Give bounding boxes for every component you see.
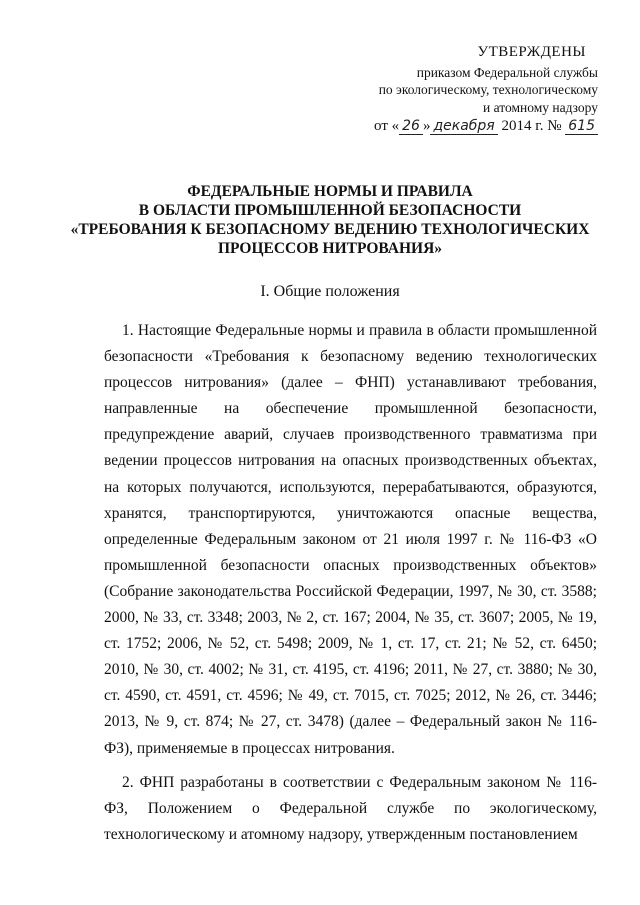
approval-line-2: по экологическому, технологическому: [378, 82, 598, 97]
date-prefix: от «: [374, 118, 400, 134]
handwritten-order-number: 615: [565, 118, 598, 135]
document-body: [104, 318, 597, 856]
title-line-1: ФЕДЕРАЛЬНЫЕ НОРМЫ И ПРАВИЛА: [187, 183, 473, 200]
title-line-2: В ОБЛАСТИ ПРОМЫШЛЕННОЙ БЕЗОПАСНОСТИ: [138, 202, 522, 219]
approval-block: [338, 44, 598, 136]
approval-heading: УТВЕРЖДЕНЫ: [477, 44, 586, 60]
document-title: [60, 182, 600, 258]
paragraph: 1. Настоящие Федеральные нормы и правила в области промышленной безопасности «Требования к безопасному ведению технологических процессов нитрования» (далее – ФНП) устанавливают требования, направленные на обеспечение промышленной безопасности, предупреждение аварий, случаев производственного травматизма при ведении процессов нитрования на опасных производственных объектах, на которых получаются, используются, перерабатываются, образуются, хранятся, транспортируются, уничтожаются опасные вещества, определенные Федеральным законом от 21 июля 1997 г. № 116-ФЗ «О промышленной безопасности опасных производственных объектов» (Собрание законодательства Российской Федерации, 1997, № 30, ст. 3588; 2000, № 33, ст. 3348; 2003, № 2, ст. 167; 2004, № 35, ст. 3607; 2005, № 19, ст. 1752; 2006, № 52, ст. 5498; 2009, № 1, ст. 17, ст. 21; № 52, ст. 6450; 2010, № 30, ст. 4002; № 31, ст. 4195, ст. 4196; 2011, № 27, ст. 3880; № 30, ст. 4590, ст. 4591, ст. 4596; № 49, ст. 7015, ст. 7025; 2012, № 26, ст. 3446; 2013, № 9, ст. 874; № 27, ст. 3478) (далее – Федеральный закон № 116-ФЗ), применяемые в процессах нитрования.: [104, 322, 597, 757]
date-year: 2014 г. №: [501, 118, 562, 134]
section-heading: I. Общие положения: [260, 283, 400, 300]
approval-line-3: и атомному надзору: [483, 99, 598, 115]
approval-line-1: приказом Федеральной службы: [416, 64, 598, 80]
title-line-3: «ТРЕБОВАНИЯ К БЕЗОПАСНОМУ ВЕДЕНИЮ ТЕХНОЛОГИЧЕСКИХ: [70, 221, 590, 238]
paragraph: 2. ФНП разработаны в соответствии с Федеральным законом № 116-ФЗ, Положением о Федеральной службе по экологическому, технологическому и атомному надзору, утвержденным постановлением: [104, 773, 597, 843]
approval-date-line: [338, 118, 598, 136]
title-line-4: ПРОЦЕССОВ НИТРОВАНИЯ»: [217, 240, 443, 257]
date-mid: »: [422, 118, 431, 134]
handwritten-day: 26: [399, 118, 423, 135]
handwritten-month: декабря: [430, 118, 497, 135]
